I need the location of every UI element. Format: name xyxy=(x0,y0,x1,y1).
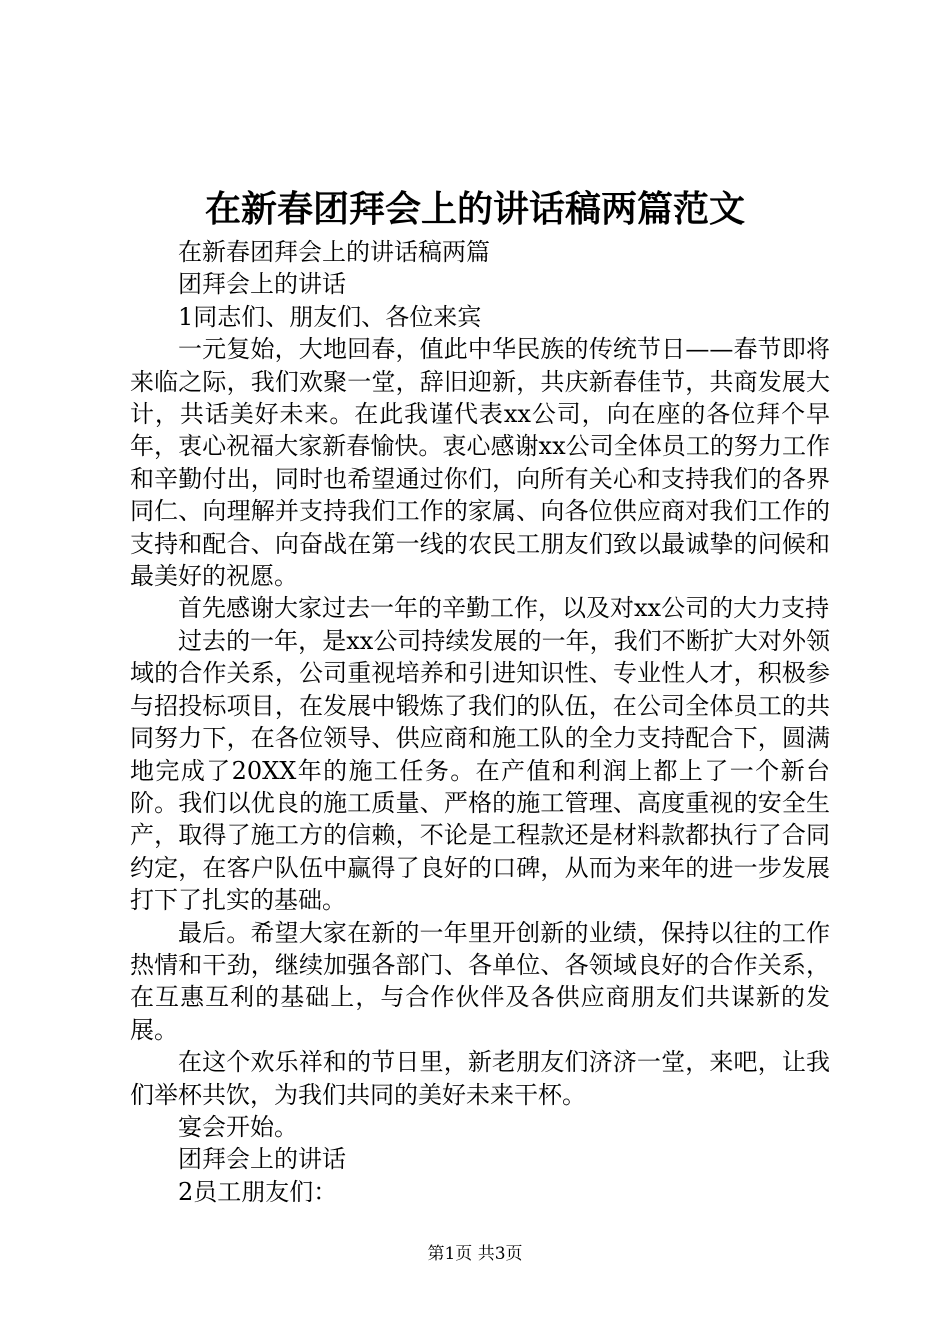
paragraph-salutation-1: 1同志们、朋友们、各位来宾 xyxy=(178,302,482,331)
paragraph-review: 过去的一年，是xx公司持续发展的一年，我们不断扩大对外领域的合作关系，公司重视培养和引进知识性、专业性人才，积极参与招投标项目，在发展中锻炼了我们的队伍，在公司全体员工的共同努力下，在各位领导、供应商和施工队的全力支持配合下，圆满地完成了20XX年的施工任务。在产值和利润上都上了一个新台阶。我们以优良的施工质量、严格的施工管理、高度重视的安全生产，取得了施工方的信赖，不论是工程款还是材料款都执行了合同约定，在客户队伍中赢得了良好的口碑，从而为来年的进一步发展打下了扎实的基础。 xyxy=(130,626,830,915)
paragraph-salutation-2: 2员工朋友们： xyxy=(178,1177,338,1206)
paragraph-hope: 最后。希望大家在新的一年里开创新的业绩，保持以往的工作热情和干劲，继续加强各部门、各单位、各领域良好的合作关系，在互惠互利的基础上，与合作伙伴及各供应商朋友们共谋新的发展。 xyxy=(130,918,830,1044)
paragraph-thanks: 首先感谢大家过去一年的辛勤工作，以及对xx公司的大力支持 xyxy=(178,594,830,623)
paragraph-heading-2: 团拜会上的讲话 xyxy=(178,1145,346,1174)
paragraph-heading-1: 团拜会上的讲话 xyxy=(178,270,346,299)
paragraph-greeting: 一元复始，大地回春，值此中华民族的传统节日——春节即将来临之际，我们欢聚一堂，辞旧迎新，共庆新春佳节，共商发展大计，共话美好未来。在此我谨代表xx公司，向在座的各位拜个早年，衷心祝福大家新春愉快。衷心感谢xx公司全体员工的努力工作和辛勤付出，同时也希望通过你们，向所有关心和支持我们的各界同仁、向理解并支持我们工作的家属、向各位供应商对我们工作的支持和配合、向奋战在第一线的农民工朋友们致以最诚挚的问候和最美好的祝愿。 xyxy=(130,335,830,591)
paragraph-toast: 在这个欢乐祥和的节日里，新老朋友们济济一堂，来吧，让我们举杯共饮，为我们共同的美好未来干杯。 xyxy=(130,1048,830,1109)
page-footer: 第1页 共3页 xyxy=(427,1244,523,1264)
document-title: 在新春团拜会上的讲话稿两篇范文 xyxy=(204,188,745,230)
paragraph-banquet: 宴会开始。 xyxy=(178,1112,298,1141)
document-body xyxy=(130,236,830,1208)
paragraph-subtitle: 在新春团拜会上的讲话稿两篇 xyxy=(178,238,490,266)
